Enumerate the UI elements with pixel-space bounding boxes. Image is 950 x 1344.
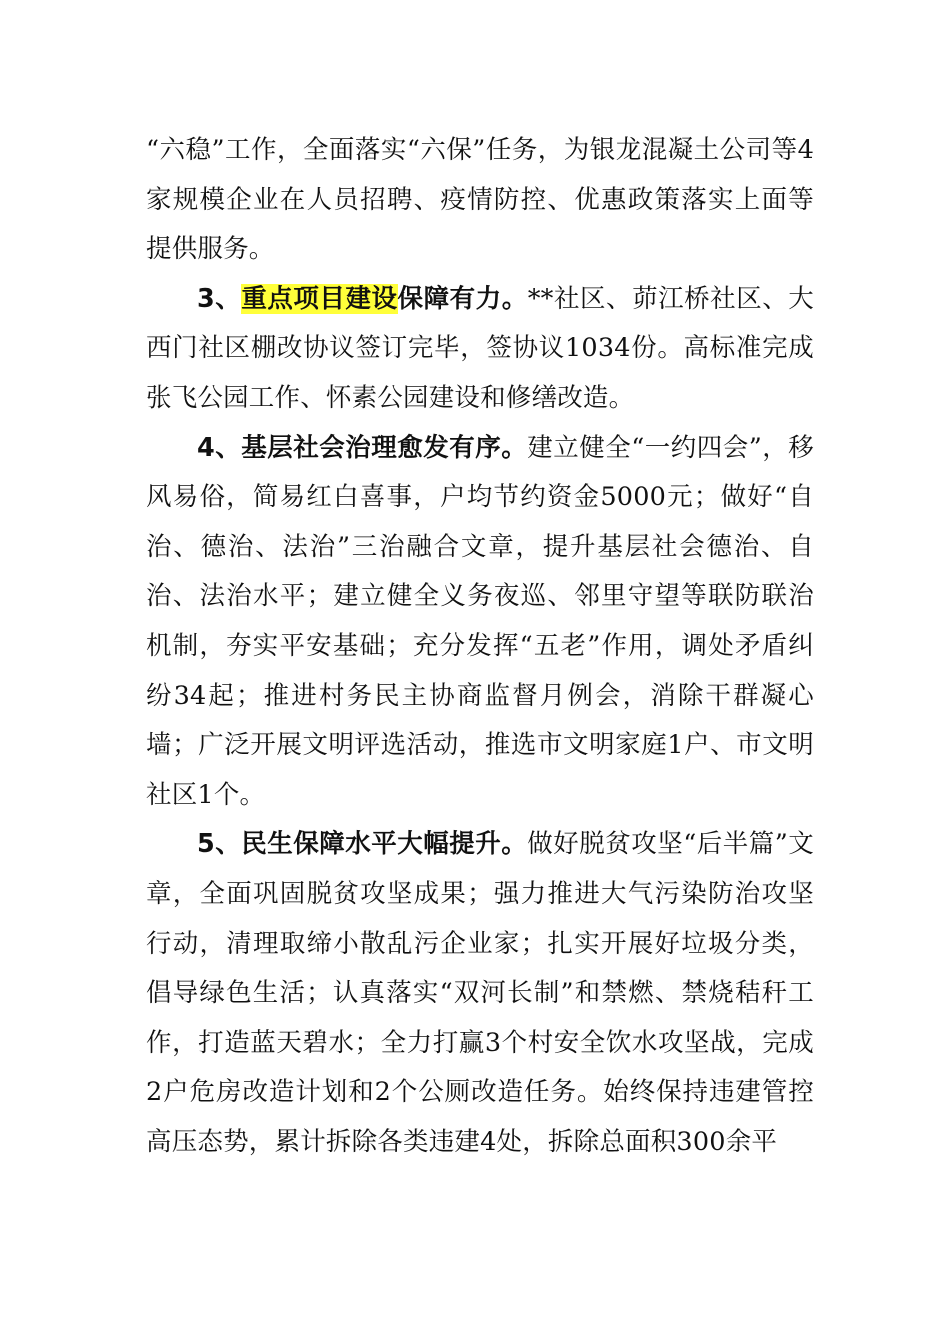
highlighted-heading: 重点项目建设: [241, 283, 398, 314]
paragraph-heading: 保障有力。: [397, 283, 528, 314]
paragraph-continuation: [146, 126, 814, 275]
paragraph-text: **社区、茆江桥社区、大西门社区棚改协议签订完毕，签协议1034份。高标准完成张飞公园工作、怀素公园建设和修缮改造。: [146, 283, 814, 413]
paragraph-key-projects: [146, 275, 814, 424]
paragraph-livelihood: [146, 820, 814, 1167]
paragraph-text: “六稳”工作，全面落实“六保”任务，为银龙混凝土公司等4家规模企业在人员招聘、疫情防控、优惠政策落实上面等提供服务。: [146, 135, 814, 265]
paragraph-governance: [146, 424, 814, 821]
paragraph-number: 5、: [197, 829, 242, 860]
paragraph-text: 做好脱贫攻坚“后半篇”文章，全面巩固脱贫攻坚成果；强力推进大气污染防治攻坚行动，清理取缔小散乱污企业家；扎实开展好垃圾分类，倡导绿色生活；认真落实“双河长制”和禁燃、禁烧秸秆工作，打造蓝天碧水；全力打赢3个村安全饮水攻坚战，完成2户危房改造计划和2个公厕改造任务。始终保持违建管控高压态势，累计拆除各类违建4处，拆除总面积300余平: [146, 829, 814, 1157]
document-page: [146, 126, 814, 1167]
paragraph-text: 建立健全“一约四会”，移风易俗，简易红白喜事，户均节约资金5000元；做好“自治、德治、法治”三治融合文章，提升基层社会德治、自治、法治水平；建立健全义务夜巡、邻里守望等联防联治机制，夯实平安基础；充分发挥“五老”作用，调处矛盾纠纷34起；推进村务民主协商监督月例会，消除干群凝心墙；广泛开展文明评选活动，推选市文明家庭1户、市文明社区1个。: [146, 432, 814, 810]
paragraph-number: 4、: [197, 432, 242, 463]
paragraph-heading: 民生保障水平大幅提升。: [241, 829, 528, 860]
paragraph-number: 3、: [197, 283, 242, 314]
paragraph-heading: 基层社会治理愈发有序。: [241, 432, 528, 463]
